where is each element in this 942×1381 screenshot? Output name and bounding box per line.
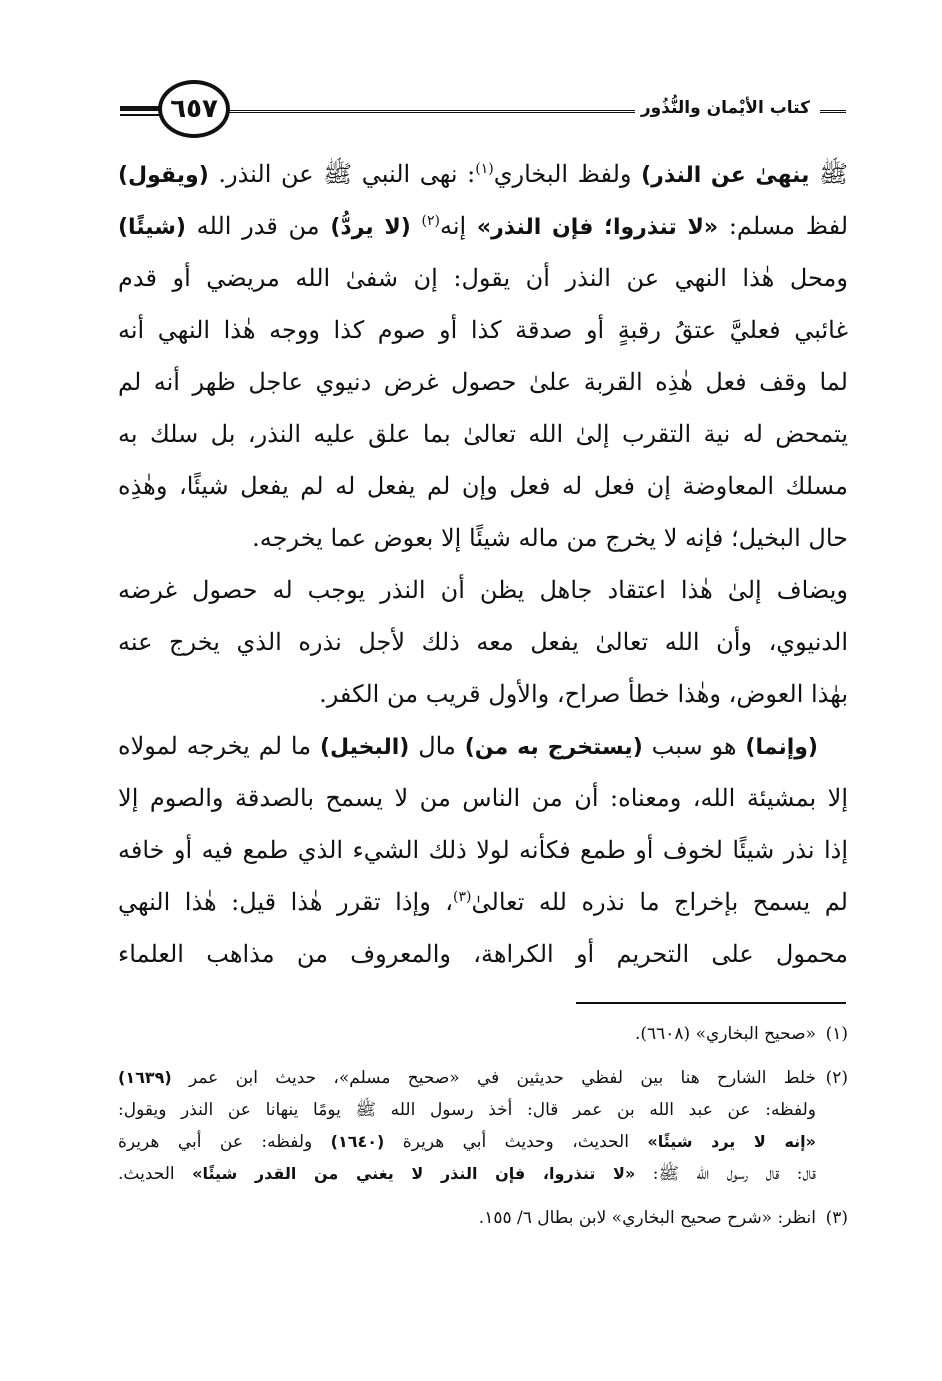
text-line: مسلك المعاوضة إن فعل له فعل وإن لم يفعل له لم يفعل شيئًا، وهٰذِه (118, 472, 848, 500)
text-line: إذا نذر شيئًا لخوف أو طمع فكأنه لولا ذلك الشيء الذي طمع فيه أو خافه (118, 836, 848, 864)
text-line: الدنيوي، وأن الله تعالىٰ يفعل معه ذلك لأجل نذره الذي يخرج عنه (118, 628, 848, 656)
text-line: حال البخيل؛ فإنه لا يخرج من ماله شيئًا إلا بعوض عما يخرجه. (252, 524, 848, 552)
footnote-1: (١)«صحيح البخاري» (٦٦٠٨). (118, 1018, 848, 1050)
text-line: غائبي فعليَّ عتقُ رقبةٍ أو صدقة كذا أو صوم كذا ووجه هٰذا النهي أنه (118, 316, 848, 344)
header-rule (120, 114, 160, 116)
main-text (118, 148, 848, 980)
footnote-2: (٢)خلط الشارح هنا بين لفظي حديثين في «صحيح مسلم»، حديث ابن عمر (١٦٣٩) ولفظه: عن عبد الله بن عمر قال: أخذ رسول الله ﷺ يومًا ينهانا عن النذر ويقول: «إنه لا يرد شيئًا» الحديث، وحديث أبي هريرة (١٦٤٠) ولفظه: عن أبي هريرة قال: قال رسول الله ﷺ: «لا تنذروا، فإن النذر لا يغني من القدر شيئًا» الحديث. (118, 1062, 848, 1190)
footnote-ref: (١) (475, 161, 494, 177)
text-line: ومحل هٰذا النهي عن النذر أن يقول: إن شفىٰ الله مريضي أو قدم (118, 264, 848, 292)
text-line: بهٰذا العوض، وهٰذا خطأ صراح، والأول قريب من الكفر. (319, 680, 848, 708)
book-title: كتاب الأيْمان والنُّذُور (635, 98, 816, 118)
header-rule (120, 106, 160, 111)
footnote-ref: (٣) (453, 889, 472, 905)
footnote-number: (٣) (825, 1208, 848, 1228)
text-line: يتمحض له نية التقرب إلىٰ الله تعالىٰ بما علق عليه النذر، بل سلك به (118, 420, 848, 448)
page-header (120, 80, 846, 140)
text-line: لما وقف فعل هٰذِه القربة علىٰ حصول غرض دنيوي عاجل ظهر أنه لم (118, 368, 848, 396)
text-line: إلا بمشيئة الله، ومعناه: أن من الناس من لا يسمح بالصدقة والصوم إلا (118, 784, 848, 812)
footnote-number: (١) (825, 1024, 848, 1044)
footnote-separator (576, 1002, 846, 1004)
footnote-ref: (٢) (421, 213, 440, 229)
text-line: لم يسمح بإخراج ما نذره لله تعالىٰ$^{(٣)}$، وإذا تقرر هٰذا قيل: هٰذا النهي (118, 888, 848, 916)
text-line: (وإنما) هو سبب (يستخرج به من) مال (البخيل) ما لم يخرجه لمولاه (118, 732, 818, 760)
header-rule (820, 110, 846, 113)
text-line: لفظ مسلم: «لا تنذروا؛ فإن النذر» إنه$^{(٢)}$ (لا يردُّ) من قدر الله (شيئًا) (118, 212, 848, 240)
footnotes (118, 1018, 848, 1234)
text-line: ﷺ ينهىٰ عن النذر) ولفظ البخاري$^{(١)}$: نهى النبي ﷺ عن النذر. (ويقول) (118, 160, 848, 188)
footnote-3: (٣)انظر: «شرح صحيح البخاري» لابن بطال ٦/ ١٥٥. (118, 1202, 848, 1234)
text-line: محمول على التحريم أو الكراهة، والمعروف من مذاهب العلماء (118, 940, 848, 968)
page-number: ٦٥٧ (158, 80, 230, 138)
footnote-number: (٢) (825, 1068, 848, 1088)
text-line: ويضاف إلىٰ هٰذا اعتقاد جاهل يظن أن النذر يوجب له حصول غرضه (118, 576, 848, 604)
